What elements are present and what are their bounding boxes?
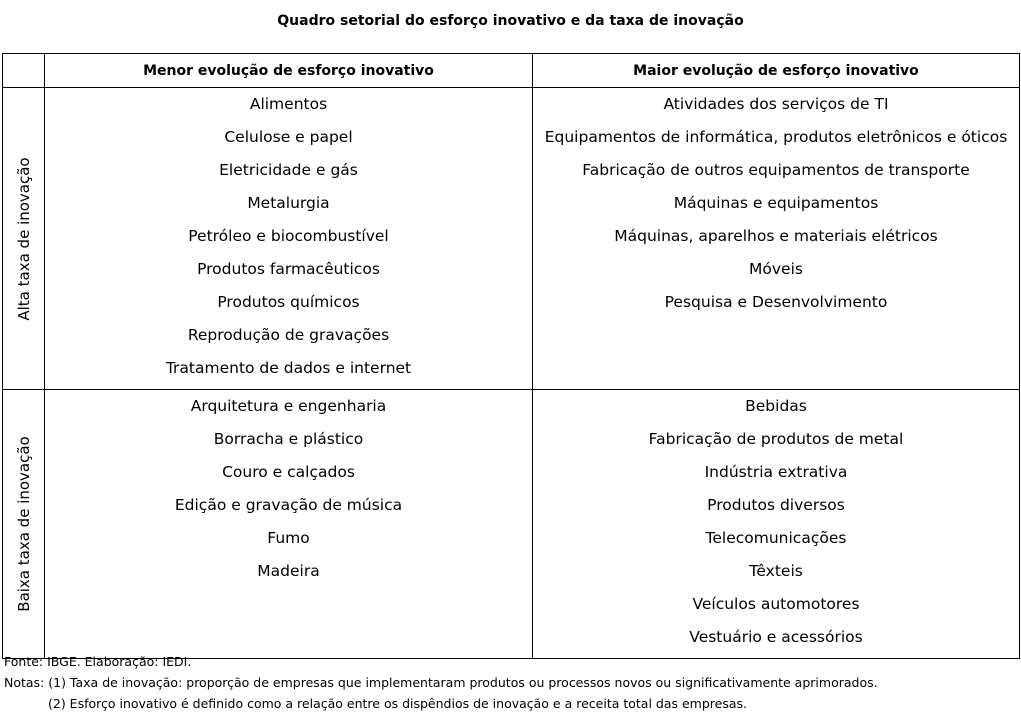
cell-alta-maior [533, 88, 1020, 390]
row-header-baixa [3, 390, 45, 659]
list-item: Tratamento de dados e internet [165, 359, 412, 377]
row-label-baixa: Baixa taxa de inovação [14, 436, 33, 612]
list-item: Bebidas [745, 397, 807, 415]
column-header-menor: Menor evolução de esforço inovativo [45, 54, 533, 88]
footnotes [4, 651, 878, 714]
list-item: Edição e gravação de música [174, 496, 403, 514]
row-baixa-taxa [3, 390, 1020, 659]
list-item: Máquinas, aparelhos e materiais elétricos [614, 227, 938, 245]
list-item: Fabricação de produtos de metal [648, 430, 904, 448]
list-item: Telecomunicações [705, 529, 847, 547]
list-item: Alimentos [249, 95, 328, 113]
list-item: Veículos automotores [692, 595, 860, 613]
list-item: Máquinas e equipamentos [673, 194, 879, 212]
list-item: Vestuário e acessórios [689, 628, 863, 646]
list-item: Indústria extrativa [704, 463, 848, 481]
list-item: Reprodução de gravações [187, 326, 390, 344]
row-label-alta: Alta taxa de inovação [14, 156, 33, 321]
list-item: Equipamentos de informática, produtos eletrônicos e óticos [544, 128, 1008, 146]
sector-list [533, 390, 1019, 658]
list-item: Móveis [749, 260, 803, 278]
page-title: Quadro setorial do esforço inovativo e da taxa de inovação [277, 13, 744, 29]
list-item: Produtos diversos [707, 496, 845, 514]
cell-baixa-menor [45, 390, 533, 659]
list-item: Couro e calçados [222, 463, 355, 481]
source-note: Fonte: IBGE. Elaboração: IEDI. [4, 654, 192, 669]
cell-baixa-maior [533, 390, 1020, 659]
list-item: Atividades dos serviços de TI [663, 95, 889, 113]
cell-alta-menor [45, 88, 533, 390]
note-1: Notas: (1) Taxa de inovação: proporção de empresas que implementaram produtos ou processos novos ou significativamente aprimorados. [4, 675, 878, 690]
list-item: Fumo [267, 529, 310, 547]
row-header-alta [3, 88, 45, 390]
sector-list [45, 88, 532, 389]
list-item: Borracha e plástico [213, 430, 364, 448]
row-alta-taxa [3, 88, 1020, 390]
list-item: Metalurgia [247, 194, 330, 212]
list-item: Madeira [257, 562, 320, 580]
header-row [3, 54, 1020, 88]
sector-list [533, 88, 1019, 323]
list-item: Pesquisa e Desenvolvimento [664, 293, 888, 311]
list-item: Petróleo e biocombustível [188, 227, 389, 245]
note-2: (2) Esforço inovativo é definido como a relação entre os dispêndios de inovação e a receita total das empresas. [48, 696, 748, 711]
sector-table [2, 53, 1020, 659]
list-item: Celulose e papel [224, 128, 353, 146]
list-item: Eletricidade e gás [219, 161, 358, 179]
list-item: Fabricação de outros equipamentos de transporte [582, 161, 970, 179]
list-item: Produtos químicos [217, 293, 360, 311]
corner-cell [3, 54, 45, 88]
list-item: Têxteis [749, 562, 803, 580]
list-item: Produtos farmacêuticos [197, 260, 380, 278]
column-header-maior: Maior evolução de esforço inovativo [533, 54, 1020, 88]
list-item: Arquitetura e engenharia [190, 397, 387, 415]
sector-list [45, 390, 532, 592]
